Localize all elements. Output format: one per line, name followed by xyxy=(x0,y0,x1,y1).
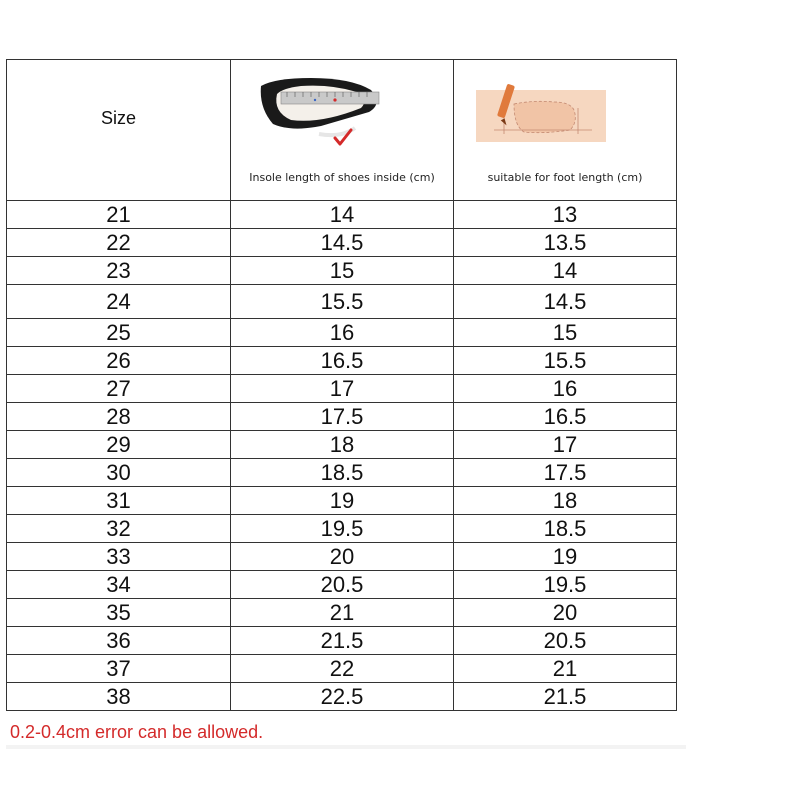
table-row xyxy=(7,627,677,655)
size-header-cell xyxy=(7,60,231,201)
table-row xyxy=(7,229,677,257)
insole-length-cell: 14.5 xyxy=(231,229,454,257)
size-cell: 24 xyxy=(7,285,231,319)
insole-header-cell xyxy=(231,60,454,201)
insole-length-cell: 14 xyxy=(231,201,454,229)
foot-length-cell: 19 xyxy=(454,543,677,571)
size-cell: 27 xyxy=(7,375,231,403)
table-header-row xyxy=(7,60,677,201)
foot-length-caption: suitable for foot length (cm) xyxy=(487,171,643,184)
size-cell: 29 xyxy=(7,431,231,459)
size-cell: 21 xyxy=(7,201,231,229)
insole-length-cell: 17 xyxy=(231,375,454,403)
size-cell: 25 xyxy=(7,319,231,347)
foot-length-cell: 16.5 xyxy=(454,403,677,431)
insole-length-cell: 22.5 xyxy=(231,683,454,711)
foot-length-cell: 17.5 xyxy=(454,459,677,487)
size-cell: 34 xyxy=(7,571,231,599)
insole-length-cell: 18.5 xyxy=(231,459,454,487)
size-cell: 32 xyxy=(7,515,231,543)
size-chart-table xyxy=(6,59,677,711)
insole-length-cell: 18 xyxy=(231,431,454,459)
foot-length-cell: 18.5 xyxy=(454,515,677,543)
foot-length-cell: 13.5 xyxy=(454,229,677,257)
insole-length-cell: 16 xyxy=(231,319,454,347)
foot-length-cell: 13 xyxy=(454,201,677,229)
insole-length-cell: 20 xyxy=(231,543,454,571)
table-row xyxy=(7,201,677,229)
size-cell: 31 xyxy=(7,487,231,515)
insole-length-cell: 22 xyxy=(231,655,454,683)
size-cell: 36 xyxy=(7,627,231,655)
table-row xyxy=(7,285,677,319)
foot-length-cell: 19.5 xyxy=(454,571,677,599)
foot-length-cell: 15 xyxy=(454,319,677,347)
foot-length-cell: 16 xyxy=(454,375,677,403)
bottom-divider xyxy=(6,745,686,749)
table-row xyxy=(7,543,677,571)
foot-length-cell: 14.5 xyxy=(454,285,677,319)
foot-length-cell: 20 xyxy=(454,599,677,627)
insole-length-cell: 17.5 xyxy=(231,403,454,431)
table-row xyxy=(7,655,677,683)
table-row xyxy=(7,403,677,431)
insole-length-caption: Insole length of shoes inside (cm) xyxy=(249,171,435,184)
foot-measure-icon xyxy=(474,78,614,148)
insole-length-cell: 16.5 xyxy=(231,347,454,375)
table-row xyxy=(7,487,677,515)
foot-length-cell: 14 xyxy=(454,257,677,285)
table-row xyxy=(7,431,677,459)
insole-length-cell: 15.5 xyxy=(231,285,454,319)
insole-length-cell: 15 xyxy=(231,257,454,285)
error-tolerance-note: 0.2-0.4cm error can be allowed. xyxy=(10,722,264,742)
size-cell: 30 xyxy=(7,459,231,487)
size-cell: 23 xyxy=(7,257,231,285)
size-cell: 33 xyxy=(7,543,231,571)
table-row xyxy=(7,347,677,375)
size-cell: 22 xyxy=(7,229,231,257)
insole-length-cell: 21.5 xyxy=(231,627,454,655)
table-row xyxy=(7,599,677,627)
size-cell: 38 xyxy=(7,683,231,711)
foot-length-cell: 18 xyxy=(454,487,677,515)
foot-length-cell: 21.5 xyxy=(454,683,677,711)
table-row xyxy=(7,459,677,487)
size-cell: 26 xyxy=(7,347,231,375)
insole-length-cell: 19 xyxy=(231,487,454,515)
shoe-insole-measure-icon xyxy=(251,68,391,164)
size-cell: 28 xyxy=(7,403,231,431)
table-row xyxy=(7,515,677,543)
foot-length-cell: 15.5 xyxy=(454,347,677,375)
foot-length-cell: 17 xyxy=(454,431,677,459)
size-header-label: Size xyxy=(100,108,136,128)
foot-length-cell: 21 xyxy=(454,655,677,683)
foot-header-cell xyxy=(454,60,677,201)
size-cell: 35 xyxy=(7,599,231,627)
table-row xyxy=(7,683,677,711)
table-row xyxy=(7,571,677,599)
table-row xyxy=(7,375,677,403)
insole-length-cell: 20.5 xyxy=(231,571,454,599)
table-row xyxy=(7,257,677,285)
table-row xyxy=(7,319,677,347)
foot-length-cell: 20.5 xyxy=(454,627,677,655)
insole-length-cell: 19.5 xyxy=(231,515,454,543)
insole-length-cell: 21 xyxy=(231,599,454,627)
size-cell: 37 xyxy=(7,655,231,683)
